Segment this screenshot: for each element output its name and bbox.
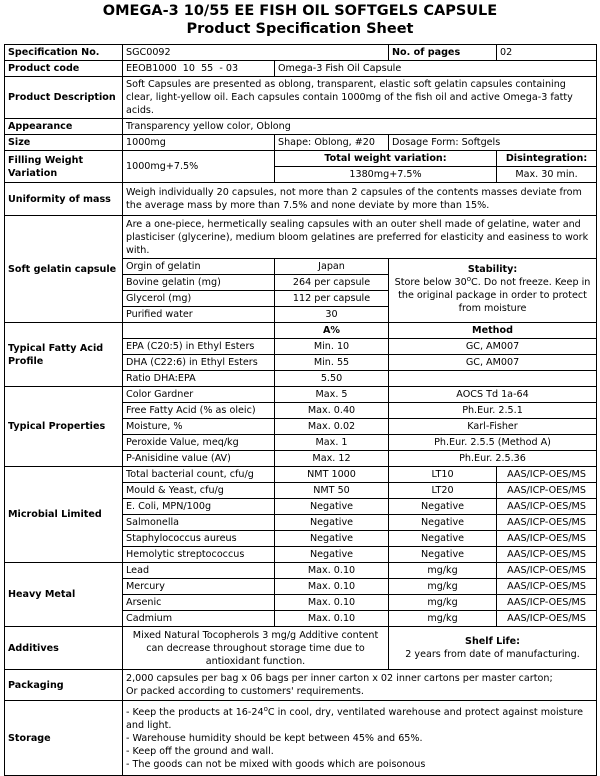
stability-cell — [389, 259, 597, 323]
typical-item-method: Ph.Eur. 2.5.5 (Method A) — [389, 435, 597, 451]
fatty-header-row — [5, 323, 597, 339]
microbial-item-name: Mould & Yeast, cfu/g — [123, 483, 275, 499]
heavy-row — [5, 563, 597, 579]
description-label: Product Description — [5, 77, 123, 119]
gelatin-item-value: Japan — [275, 259, 389, 275]
heavy-item-value: Max. 0.10 — [275, 579, 389, 595]
size-label: Size — [5, 135, 123, 151]
stability-label: Stability: — [467, 264, 518, 275]
shelf-life-text: 2 years from date of manufacturing. — [405, 649, 580, 660]
fatty-header-blank — [123, 323, 275, 339]
heavy-item-name: Cadmium — [123, 611, 275, 627]
gelatin-item-value: 264 per capsule — [275, 275, 389, 291]
typical-item-name: Color Gardner — [123, 387, 275, 403]
uniformity-text: Weigh individually 20 capsules, not more than 2 capsules of the contents masses deviate from the average mass by more than 7.5% and none deviate by more than 15%. — [123, 183, 597, 216]
heavy-item-value: Max. 0.10 — [275, 611, 389, 627]
description-row — [5, 77, 597, 119]
microbial-item-value: Negative — [275, 499, 389, 515]
gelatin-item-name: Glycerol (mg) — [123, 291, 275, 307]
storage-label: Storage — [5, 701, 123, 776]
heavy-item-method: AAS/ICP-OES/MS — [497, 595, 597, 611]
additives-row — [5, 627, 597, 670]
typical-item-method: AOCS Td 1a-64 — [389, 387, 597, 403]
fatty-item-value: Min. 55 — [275, 355, 389, 371]
product-code-value: EEOB1000 10 55 - 03 — [123, 61, 275, 77]
pages-label: No. of pages — [389, 45, 497, 61]
total-weight-value: 1380mg+7.5% — [275, 167, 497, 183]
product-name: Omega-3 Fish Oil Capsule — [275, 61, 597, 77]
size-row — [5, 135, 597, 151]
fatty-item-method: GC, AM007 — [389, 355, 597, 371]
fatty-item-method — [389, 371, 597, 387]
microbial-item-method: AAS/ICP-OES/MS — [497, 531, 597, 547]
gelatin-intro-row — [5, 216, 597, 259]
heavy-item-name: Mercury — [123, 579, 275, 595]
fatty-col-method: Method — [389, 323, 597, 339]
heavy-item-method: AAS/ICP-OES/MS — [497, 563, 597, 579]
typical-item-value: Max. 5 — [275, 387, 389, 403]
size-dosage: Dosage Form: Softgels — [389, 135, 597, 151]
heavy-item-value: Max. 0.10 — [275, 595, 389, 611]
appearance-row — [5, 119, 597, 135]
heavy-item-value: Max. 0.10 — [275, 563, 389, 579]
fatty-label: Typical Fatty Acid Profile — [5, 323, 123, 387]
shelf-life-label: Shelf Life: — [465, 636, 520, 647]
typical-item-method: Karl-Fisher — [389, 419, 597, 435]
typical-item-name: Free Fatty Acid (% as oleic) — [123, 403, 275, 419]
filling-row-1 — [5, 151, 597, 167]
spec-no-label: Specification No. — [5, 45, 123, 61]
packaging-label: Packaging — [5, 670, 123, 701]
typical-item-value: Max. 0.02 — [275, 419, 389, 435]
heavy-item-unit: mg/kg — [389, 563, 497, 579]
microbial-item-method: AAS/ICP-OES/MS — [497, 515, 597, 531]
heavy-label: Heavy Metal — [5, 563, 123, 627]
microbial-item-limit: Negative — [389, 531, 497, 547]
heavy-item-method: AAS/ICP-OES/MS — [497, 579, 597, 595]
typical-item-method: Ph.Eur. 2.5.36 — [389, 451, 597, 467]
disintegration-label: Disintegration: — [497, 151, 597, 167]
appearance-label: Appearance — [5, 119, 123, 135]
disintegration-value: Max. 30 min. — [497, 167, 597, 183]
microbial-item-method: AAS/ICP-OES/MS — [497, 483, 597, 499]
description-text: Soft Capsules are presented as oblong, transparent, elastic soft gelatin capsules containing clear, light-yellow oil. Each capsules contain 1000mg of the fish oil and active Omega-3 fatty acids. — [123, 77, 597, 119]
gelatin-label: Soft gelatin capsule — [5, 216, 123, 323]
heavy-item-unit: mg/kg — [389, 579, 497, 595]
shelf-life-cell — [389, 627, 597, 670]
heavy-item-unit: mg/kg — [389, 595, 497, 611]
size-shape: Shape: Oblong, #20 — [275, 135, 389, 151]
fatty-item-name: EPA (C20:5) in Ethyl Esters — [123, 339, 275, 355]
packaging-row — [5, 670, 597, 701]
storage-line: - Warehouse humidity should be kept between 45% and 65%. — [126, 733, 423, 744]
microbial-item-method: AAS/ICP-OES/MS — [497, 499, 597, 515]
stability-text: Store below 30$^o$C. Do not freeze. Keep in the original package in order to protect from moisture — [394, 274, 591, 314]
storage-line: - Keep the products at 16-24$^o$C in cool, dry, ventilated warehouse and protect against moisture and light. — [126, 704, 584, 731]
spec-no-value: SGC0092 — [123, 45, 389, 61]
typical-item-name: Peroxide Value, meq/kg — [123, 435, 275, 451]
packaging-line: 2,000 capsules per bag x 06 bags per inner carton x 02 inner cartons per master carton; — [126, 673, 553, 684]
fatty-item-name: DHA (C22:6) in Ethyl Esters — [123, 355, 275, 371]
gelatin-item-name: Orgin of gelatin — [123, 259, 275, 275]
heavy-item-name: Arsenic — [123, 595, 275, 611]
microbial-item-name: E. Coli, MPN/100g — [123, 499, 275, 515]
total-weight-label: Total weight variation: — [275, 151, 497, 167]
fatty-item-name: Ratio DHA:EPA — [123, 371, 275, 387]
microbial-item-method: AAS/ICP-OES/MS — [497, 547, 597, 563]
packaging-line: Or packed according to customers' requirements. — [126, 686, 364, 697]
packaging-text — [123, 670, 597, 701]
document-subtitle: Product Specification Sheet — [186, 21, 414, 37]
pages-value: 02 — [497, 45, 597, 61]
microbial-item-name: Salmonella — [123, 515, 275, 531]
size-value: 1000mg — [123, 135, 275, 151]
gelatin-item-value: 30 — [275, 307, 389, 323]
microbial-item-method: AAS/ICP-OES/MS — [497, 467, 597, 483]
uniformity-label: Uniformity of mass — [5, 183, 123, 216]
typical-item-name: Moisture, % — [123, 419, 275, 435]
uniformity-row — [5, 183, 597, 216]
product-code-label: Product code — [5, 61, 123, 77]
microbial-item-value: Negative — [275, 547, 389, 563]
heavy-item-method: AAS/ICP-OES/MS — [497, 611, 597, 627]
microbial-item-name: Total bacterial count, cfu/g — [123, 467, 275, 483]
storage-text — [123, 701, 597, 776]
fatty-col-a: A% — [275, 323, 389, 339]
gelatin-item-name: Purified water — [123, 307, 275, 323]
microbial-item-limit: LT20 — [389, 483, 497, 499]
additives-text: Mixed Natural Tocopherols 3 mg/g Additive content can decrease throughout storage time due to antioxidant function. — [123, 627, 389, 670]
microbial-item-name: Hemolytic streptococcus — [123, 547, 275, 563]
microbial-row — [5, 467, 597, 483]
filling-label: Filling Weight Variation — [5, 151, 123, 183]
gelatin-intro: Are a one-piece, hermetically sealing capsules with an outer shell made of gelatine, water and plasticiser (glycerine), medium bloom gelatines are preferred for elasticity and easiness to work with. — [123, 216, 597, 259]
additives-label: Additives — [5, 627, 123, 670]
specification-table — [4, 44, 597, 776]
typical-item-method: Ph.Eur. 2.5.1 — [389, 403, 597, 419]
typical-item-value: Max. 0.40 — [275, 403, 389, 419]
microbial-item-limit: Negative — [389, 547, 497, 563]
microbial-item-value: Negative — [275, 531, 389, 547]
appearance-value: Transparency yellow color, Oblong — [123, 119, 597, 135]
typical-label: Typical Properties — [5, 387, 123, 467]
gelatin-item-value: 112 per capsule — [275, 291, 389, 307]
microbial-item-value: Negative — [275, 515, 389, 531]
microbial-item-value: NMT 50 — [275, 483, 389, 499]
typical-item-value: Max. 12 — [275, 451, 389, 467]
heavy-item-unit: mg/kg — [389, 611, 497, 627]
typical-item-name: P-Anisidine value (AV) — [123, 451, 275, 467]
typical-row — [5, 387, 597, 403]
microbial-item-limit: Negative — [389, 515, 497, 531]
spec-no-row — [5, 45, 597, 61]
fatty-item-value: Min. 10 — [275, 339, 389, 355]
fatty-item-method: GC, AM007 — [389, 339, 597, 355]
microbial-label: Microbial Limited — [5, 467, 123, 563]
heavy-item-name: Lead — [123, 563, 275, 579]
storage-row — [5, 701, 597, 776]
typical-item-value: Max. 1 — [275, 435, 389, 451]
document-title: OMEGA-3 10/55 EE FISH OIL SOFTGELS CAPSULE — [102, 3, 498, 19]
gelatin-item-name: Bovine gelatin (mg) — [123, 275, 275, 291]
microbial-item-limit: LT10 — [389, 467, 497, 483]
filling-value: 1000mg+7.5% — [123, 151, 275, 183]
storage-line: - Keep off the ground and wall. — [126, 746, 274, 757]
product-code-row — [5, 61, 597, 77]
storage-line: - The goods can not be mixed with goods which are poisonous — [126, 759, 426, 770]
microbial-item-limit: Negative — [389, 499, 497, 515]
microbial-item-value: NMT 1000 — [275, 467, 389, 483]
microbial-item-name: Staphylococcus aureus — [123, 531, 275, 547]
fatty-item-value: 5.50 — [275, 371, 389, 387]
